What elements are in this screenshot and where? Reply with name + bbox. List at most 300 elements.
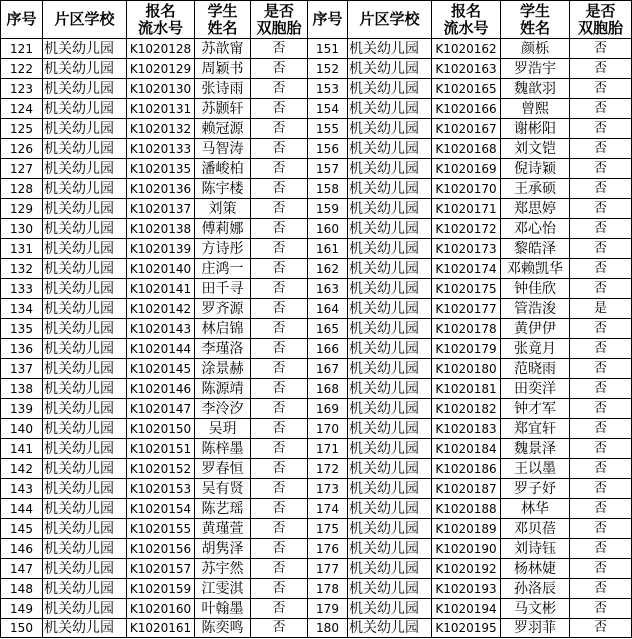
right-twin-cell: 否	[570, 139, 632, 159]
left-student-name-cell: 林启锦	[195, 319, 251, 339]
left-reg-number-cell: K1020157	[127, 559, 195, 579]
right-school-cell: 机关幼儿园	[348, 279, 432, 299]
left-school-cell: 机关幼儿园	[43, 379, 127, 399]
left-twin-cell: 否	[251, 579, 308, 599]
right-reg-number-cell: K1020177	[432, 299, 501, 319]
left-seq-cell: 141	[1, 439, 43, 459]
right-seq-cell: 166	[308, 339, 348, 359]
left-twin-cell: 否	[251, 359, 308, 379]
right-reg-number-cell: K1020163	[432, 59, 501, 79]
left-twin-cell: 否	[251, 459, 308, 479]
right-twin-cell: 否	[570, 279, 632, 299]
left-school-cell: 机关幼儿园	[43, 299, 127, 319]
right-seq-cell: 158	[308, 179, 348, 199]
left-twin-cell: 否	[251, 179, 308, 199]
right-student-name-cell: 颜栎	[501, 39, 570, 59]
left-student-name-cell: 田千寻	[195, 279, 251, 299]
right-seq-cell: 165	[308, 319, 348, 339]
left-reg-number-cell: K1020152	[127, 459, 195, 479]
left-twin-cell: 否	[251, 519, 308, 539]
header-reg-left: 报名 流水号	[127, 1, 195, 39]
right-reg-number-cell: K1020188	[432, 499, 501, 519]
header-student-right: 学生 姓名	[501, 1, 570, 39]
right-student-name-cell: 范晓雨	[501, 359, 570, 379]
left-seq-cell: 140	[1, 419, 43, 439]
right-reg-number-cell: K1020192	[432, 559, 501, 579]
table-row	[1, 499, 632, 519]
left-student-name-cell: 陈奕鸣	[195, 619, 251, 638]
left-school-cell: 机关幼儿园	[43, 339, 127, 359]
left-school-cell: 机关幼儿园	[43, 539, 127, 559]
left-reg-number-cell: K1020135	[127, 159, 195, 179]
left-reg-number-cell: K1020131	[127, 99, 195, 119]
left-twin-cell: 否	[251, 539, 308, 559]
right-twin-cell: 否	[570, 439, 632, 459]
left-seq-cell: 147	[1, 559, 43, 579]
table-row	[1, 139, 632, 159]
left-seq-cell: 139	[1, 399, 43, 419]
table-row	[1, 459, 632, 479]
left-reg-number-cell: K1020153	[127, 479, 195, 499]
left-student-name-cell: 江雯淇	[195, 579, 251, 599]
table-row	[1, 379, 632, 399]
left-student-name-cell: 苏宇然	[195, 559, 251, 579]
left-student-name-cell: 陈梓墨	[195, 439, 251, 459]
right-school-cell: 机关幼儿园	[348, 199, 432, 219]
left-twin-cell: 否	[251, 439, 308, 459]
right-school-cell: 机关幼儿园	[348, 579, 432, 599]
left-school-cell: 机关幼儿园	[43, 359, 127, 379]
right-student-name-cell: 邓贝蓓	[501, 519, 570, 539]
left-school-cell: 机关幼儿园	[43, 99, 127, 119]
header-school-right: 片区学校	[348, 1, 432, 39]
left-school-cell: 机关幼儿园	[43, 619, 127, 638]
right-reg-number-cell: K1020168	[432, 139, 501, 159]
right-school-cell: 机关幼儿园	[348, 159, 432, 179]
table-row	[1, 79, 632, 99]
right-seq-cell: 159	[308, 199, 348, 219]
right-reg-number-cell: K1020173	[432, 239, 501, 259]
right-seq-cell: 172	[308, 459, 348, 479]
right-seq-cell: 154	[308, 99, 348, 119]
table-row	[1, 559, 632, 579]
right-reg-number-cell: K1020179	[432, 339, 501, 359]
right-seq-cell: 175	[308, 519, 348, 539]
left-school-cell: 机关幼儿园	[43, 239, 127, 259]
right-school-cell: 机关幼儿园	[348, 259, 432, 279]
right-student-name-cell: 谢彬阳	[501, 119, 570, 139]
header-twin-left: 是否 双胞胎	[251, 1, 308, 39]
right-seq-cell: 167	[308, 359, 348, 379]
right-student-name-cell: 张竟月	[501, 339, 570, 359]
right-student-name-cell: 林华	[501, 499, 570, 519]
table-row	[1, 199, 632, 219]
left-twin-cell: 否	[251, 279, 308, 299]
table-row	[1, 539, 632, 559]
left-reg-number-cell: K1020145	[127, 359, 195, 379]
right-school-cell: 机关幼儿园	[348, 399, 432, 419]
right-school-cell: 机关幼儿园	[348, 39, 432, 59]
right-student-name-cell: 黎皓泽	[501, 239, 570, 259]
left-twin-cell: 否	[251, 559, 308, 579]
right-seq-cell: 171	[308, 439, 348, 459]
left-twin-cell: 否	[251, 119, 308, 139]
left-twin-cell: 否	[251, 99, 308, 119]
right-reg-number-cell: K1020181	[432, 379, 501, 399]
right-seq-cell: 180	[308, 619, 348, 638]
left-student-name-cell: 罗春恒	[195, 459, 251, 479]
left-seq-cell: 123	[1, 79, 43, 99]
right-school-cell: 机关幼儿园	[348, 599, 432, 619]
header-seq-left: 序号	[1, 1, 43, 39]
right-twin-cell: 是	[570, 299, 632, 319]
left-twin-cell: 否	[251, 219, 308, 239]
right-student-name-cell: 魏景泽	[501, 439, 570, 459]
right-twin-cell: 否	[570, 419, 632, 439]
right-seq-cell: 152	[308, 59, 348, 79]
right-seq-cell: 164	[308, 299, 348, 319]
left-seq-cell: 130	[1, 219, 43, 239]
left-reg-number-cell: K1020129	[127, 59, 195, 79]
right-twin-cell: 否	[570, 559, 632, 579]
left-student-name-cell: 叶翰墨	[195, 599, 251, 619]
left-reg-number-cell: K1020156	[127, 539, 195, 559]
right-student-name-cell: 杨林婕	[501, 559, 570, 579]
left-twin-cell: 否	[251, 59, 308, 79]
left-reg-number-cell: K1020128	[127, 39, 195, 59]
right-twin-cell: 否	[570, 499, 632, 519]
right-twin-cell: 否	[570, 339, 632, 359]
table-row	[1, 479, 632, 499]
right-seq-cell: 179	[308, 599, 348, 619]
left-school-cell: 机关幼儿园	[43, 319, 127, 339]
right-student-name-cell: 王承硕	[501, 179, 570, 199]
right-seq-cell: 173	[308, 479, 348, 499]
left-reg-number-cell: K1020161	[127, 619, 195, 638]
right-school-cell: 机关幼儿园	[348, 499, 432, 519]
right-reg-number-cell: K1020186	[432, 459, 501, 479]
left-seq-cell: 134	[1, 299, 43, 319]
left-school-cell: 机关幼儿园	[43, 139, 127, 159]
table-row	[1, 179, 632, 199]
table-row	[1, 419, 632, 439]
left-student-name-cell: 涂景赫	[195, 359, 251, 379]
left-reg-number-cell: K1020138	[127, 219, 195, 239]
right-student-name-cell: 罗子妤	[501, 479, 570, 499]
table-row	[1, 119, 632, 139]
right-school-cell: 机关幼儿园	[348, 359, 432, 379]
right-student-name-cell: 管浩浚	[501, 299, 570, 319]
right-twin-cell: 否	[570, 459, 632, 479]
table-row	[1, 359, 632, 379]
right-seq-cell: 176	[308, 539, 348, 559]
right-twin-cell: 否	[570, 179, 632, 199]
right-twin-cell: 否	[570, 239, 632, 259]
left-school-cell: 机关幼儿园	[43, 519, 127, 539]
left-reg-number-cell: K1020133	[127, 139, 195, 159]
right-reg-number-cell: K1020183	[432, 419, 501, 439]
table-row	[1, 99, 632, 119]
table-row	[1, 339, 632, 359]
left-twin-cell: 否	[251, 199, 308, 219]
header-seq-right: 序号	[308, 1, 348, 39]
right-twin-cell: 否	[570, 219, 632, 239]
left-student-name-cell: 罗齐源	[195, 299, 251, 319]
left-reg-number-cell: K1020139	[127, 239, 195, 259]
left-school-cell: 机关幼儿园	[43, 499, 127, 519]
right-student-name-cell: 王以墨	[501, 459, 570, 479]
left-reg-number-cell: K1020132	[127, 119, 195, 139]
left-seq-cell: 145	[1, 519, 43, 539]
left-seq-cell: 131	[1, 239, 43, 259]
right-student-name-cell: 罗浩宇	[501, 59, 570, 79]
left-reg-number-cell: K1020155	[127, 519, 195, 539]
right-seq-cell: 174	[308, 499, 348, 519]
right-twin-cell: 否	[570, 539, 632, 559]
right-seq-cell: 160	[308, 219, 348, 239]
left-student-name-cell: 李瑾洛	[195, 339, 251, 359]
right-student-name-cell: 刘诗钰	[501, 539, 570, 559]
right-student-name-cell: 黄伊伊	[501, 319, 570, 339]
left-twin-cell: 否	[251, 339, 308, 359]
right-school-cell: 机关幼儿园	[348, 439, 432, 459]
left-student-name-cell: 苏歆甯	[195, 39, 251, 59]
table-row	[1, 279, 632, 299]
left-seq-cell: 149	[1, 599, 43, 619]
left-twin-cell: 否	[251, 419, 308, 439]
right-student-name-cell: 钟才军	[501, 399, 570, 419]
left-seq-cell: 129	[1, 199, 43, 219]
right-seq-cell: 161	[308, 239, 348, 259]
left-seq-cell: 136	[1, 339, 43, 359]
left-school-cell: 机关幼儿园	[43, 559, 127, 579]
right-student-name-cell: 郑宜轩	[501, 419, 570, 439]
right-twin-cell: 否	[570, 59, 632, 79]
left-student-name-cell: 周颖书	[195, 59, 251, 79]
right-seq-cell: 170	[308, 419, 348, 439]
table-row	[1, 159, 632, 179]
table-row	[1, 299, 632, 319]
right-student-name-cell: 孙洛辰	[501, 579, 570, 599]
left-school-cell: 机关幼儿园	[43, 59, 127, 79]
left-student-name-cell: 傅莉娜	[195, 219, 251, 239]
left-school-cell: 机关幼儿园	[43, 439, 127, 459]
left-twin-cell: 否	[251, 139, 308, 159]
right-school-cell: 机关幼儿园	[348, 319, 432, 339]
right-reg-number-cell: K1020172	[432, 219, 501, 239]
table-row	[1, 39, 632, 59]
right-school-cell: 机关幼儿园	[348, 379, 432, 399]
right-student-name-cell: 田奕洋	[501, 379, 570, 399]
left-reg-number-cell: K1020130	[127, 79, 195, 99]
right-seq-cell: 178	[308, 579, 348, 599]
left-seq-cell: 128	[1, 179, 43, 199]
left-twin-cell: 否	[251, 619, 308, 638]
right-student-name-cell: 刘文铠	[501, 139, 570, 159]
right-student-name-cell: 倪诗颖	[501, 159, 570, 179]
table-row	[1, 319, 632, 339]
left-seq-cell: 132	[1, 259, 43, 279]
left-reg-number-cell: K1020136	[127, 179, 195, 199]
right-reg-number-cell: K1020190	[432, 539, 501, 559]
right-seq-cell: 151	[308, 39, 348, 59]
right-student-name-cell: 罗羽菲	[501, 619, 570, 638]
table-row	[1, 239, 632, 259]
left-twin-cell: 否	[251, 399, 308, 419]
right-twin-cell: 否	[570, 599, 632, 619]
left-seq-cell: 122	[1, 59, 43, 79]
right-twin-cell: 否	[570, 619, 632, 638]
right-reg-number-cell: K1020171	[432, 199, 501, 219]
left-school-cell: 机关幼儿园	[43, 479, 127, 499]
left-student-name-cell: 赖冠源	[195, 119, 251, 139]
right-twin-cell: 否	[570, 119, 632, 139]
left-school-cell: 机关幼儿园	[43, 419, 127, 439]
left-student-name-cell: 陈艺瑶	[195, 499, 251, 519]
right-reg-number-cell: K1020178	[432, 319, 501, 339]
right-student-name-cell: 钟佳欣	[501, 279, 570, 299]
left-twin-cell: 否	[251, 239, 308, 259]
left-school-cell: 机关幼儿园	[43, 39, 127, 59]
right-seq-cell: 163	[308, 279, 348, 299]
left-reg-number-cell: K1020151	[127, 439, 195, 459]
right-reg-number-cell: K1020162	[432, 39, 501, 59]
left-seq-cell: 126	[1, 139, 43, 159]
table-row	[1, 619, 632, 638]
right-seq-cell: 177	[308, 559, 348, 579]
left-reg-number-cell: K1020143	[127, 319, 195, 339]
left-student-name-cell: 李泠汐	[195, 399, 251, 419]
left-school-cell: 机关幼儿园	[43, 459, 127, 479]
right-school-cell: 机关幼儿园	[348, 519, 432, 539]
right-twin-cell: 否	[570, 399, 632, 419]
right-student-name-cell: 马文彬	[501, 599, 570, 619]
left-student-name-cell: 陈宇楼	[195, 179, 251, 199]
right-school-cell: 机关幼儿园	[348, 479, 432, 499]
left-twin-cell: 否	[251, 259, 308, 279]
left-twin-cell: 否	[251, 299, 308, 319]
header-row	[1, 1, 632, 39]
table-row	[1, 519, 632, 539]
right-seq-cell: 162	[308, 259, 348, 279]
right-seq-cell: 155	[308, 119, 348, 139]
right-twin-cell: 否	[570, 39, 632, 59]
right-reg-number-cell: K1020175	[432, 279, 501, 299]
header-twin-right: 是否 双胞胎	[570, 1, 632, 39]
left-twin-cell: 否	[251, 379, 308, 399]
left-seq-cell: 127	[1, 159, 43, 179]
right-twin-cell: 否	[570, 79, 632, 99]
left-student-name-cell: 庄鸿一	[195, 259, 251, 279]
left-student-name-cell: 苏颢轩	[195, 99, 251, 119]
left-school-cell: 机关幼儿园	[43, 159, 127, 179]
right-school-cell: 机关幼儿园	[348, 419, 432, 439]
table-row	[1, 599, 632, 619]
left-student-name-cell: 胡隽泽	[195, 539, 251, 559]
left-reg-number-cell: K1020137	[127, 199, 195, 219]
right-reg-number-cell: K1020165	[432, 79, 501, 99]
left-reg-number-cell: K1020142	[127, 299, 195, 319]
right-reg-number-cell: K1020195	[432, 619, 501, 638]
left-seq-cell: 144	[1, 499, 43, 519]
left-student-name-cell: 吴玥	[195, 419, 251, 439]
right-twin-cell: 否	[570, 99, 632, 119]
right-reg-number-cell: K1020182	[432, 399, 501, 419]
right-twin-cell: 否	[570, 259, 632, 279]
left-seq-cell: 125	[1, 119, 43, 139]
right-twin-cell: 否	[570, 199, 632, 219]
left-reg-number-cell: K1020147	[127, 399, 195, 419]
left-student-name-cell: 陈源靖	[195, 379, 251, 399]
right-school-cell: 机关幼儿园	[348, 179, 432, 199]
right-student-name-cell: 邓赖凯华	[501, 259, 570, 279]
right-seq-cell: 157	[308, 159, 348, 179]
left-seq-cell: 143	[1, 479, 43, 499]
left-twin-cell: 否	[251, 159, 308, 179]
left-school-cell: 机关幼儿园	[43, 179, 127, 199]
right-school-cell: 机关幼儿园	[348, 539, 432, 559]
left-seq-cell: 138	[1, 379, 43, 399]
left-twin-cell: 否	[251, 499, 308, 519]
right-seq-cell: 169	[308, 399, 348, 419]
right-student-name-cell: 邓心怡	[501, 219, 570, 239]
header-school-left: 片区学校	[43, 1, 127, 39]
right-twin-cell: 否	[570, 579, 632, 599]
left-twin-cell: 否	[251, 79, 308, 99]
right-seq-cell: 168	[308, 379, 348, 399]
left-seq-cell: 146	[1, 539, 43, 559]
right-seq-cell: 156	[308, 139, 348, 159]
left-student-name-cell: 刘策	[195, 199, 251, 219]
right-reg-number-cell: K1020174	[432, 259, 501, 279]
table-row	[1, 439, 632, 459]
right-reg-number-cell: K1020193	[432, 579, 501, 599]
left-reg-number-cell: K1020144	[127, 339, 195, 359]
left-twin-cell: 否	[251, 319, 308, 339]
left-student-name-cell: 潘峻柏	[195, 159, 251, 179]
table-row	[1, 59, 632, 79]
left-school-cell: 机关幼儿园	[43, 119, 127, 139]
table-row	[1, 579, 632, 599]
left-school-cell: 机关幼儿园	[43, 219, 127, 239]
left-reg-number-cell: K1020141	[127, 279, 195, 299]
left-school-cell: 机关幼儿园	[43, 279, 127, 299]
left-reg-number-cell: K1020140	[127, 259, 195, 279]
right-twin-cell: 否	[570, 519, 632, 539]
right-reg-number-cell: K1020184	[432, 439, 501, 459]
left-seq-cell: 142	[1, 459, 43, 479]
right-school-cell: 机关幼儿园	[348, 339, 432, 359]
right-reg-number-cell: K1020194	[432, 599, 501, 619]
right-school-cell: 机关幼儿园	[348, 79, 432, 99]
left-school-cell: 机关幼儿园	[43, 259, 127, 279]
right-school-cell: 机关幼儿园	[348, 559, 432, 579]
table-row	[1, 219, 632, 239]
right-school-cell: 机关幼儿园	[348, 239, 432, 259]
right-school-cell: 机关幼儿园	[348, 459, 432, 479]
left-student-name-cell: 黄瑾萱	[195, 519, 251, 539]
right-school-cell: 机关幼儿园	[348, 99, 432, 119]
header-reg-right: 报名 流水号	[432, 1, 501, 39]
left-twin-cell: 否	[251, 39, 308, 59]
left-student-name-cell: 方诗彤	[195, 239, 251, 259]
table-row	[1, 259, 632, 279]
right-school-cell: 机关幼儿园	[348, 299, 432, 319]
left-seq-cell: 150	[1, 619, 43, 638]
right-twin-cell: 否	[570, 159, 632, 179]
right-school-cell: 机关幼儿园	[348, 219, 432, 239]
right-school-cell: 机关幼儿园	[348, 119, 432, 139]
